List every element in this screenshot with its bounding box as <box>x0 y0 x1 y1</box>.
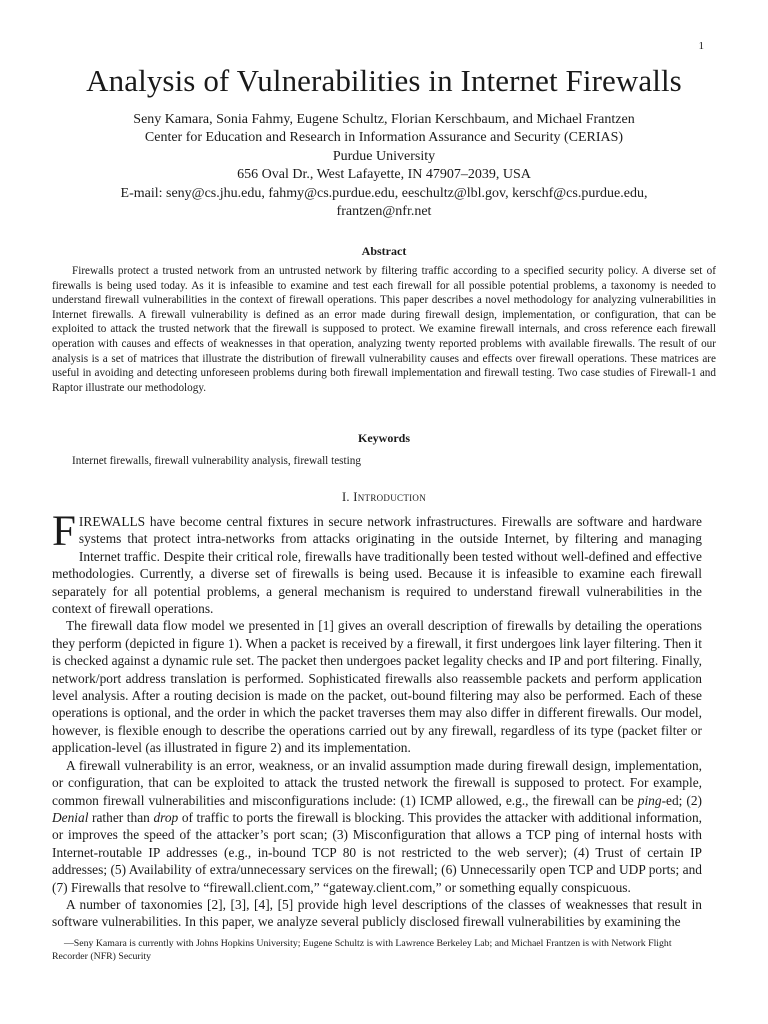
author-names: Seny Kamara, Sonia Fahmy, Eugene Schultz, Florian Kerschbaum, and Michael Frantzen <box>133 112 635 127</box>
paragraph-3-part-a: A firewall vulnerability is an error, weakness, or an invalid assumption made during firewall design, implementation, or configuration, that can be exploited to attack the trusted network the firewall is supposed to protect. For example, common firewall vulnerabilities and misconfigurations include: (1) ICMP allowed, e.g., the firewall can be <box>52 757 702 808</box>
keywords-heading: Keywords <box>358 431 410 445</box>
footnote <box>52 937 702 964</box>
paragraph-3 <box>52 757 702 896</box>
section-heading: I. Introduction <box>341 490 427 504</box>
drop-cap: F <box>52 508 76 555</box>
paragraph-4: A number of taxonomies [2], [3], [4], [5] provide high level descriptions of the classes of weaknesses that result in software vulnerabilities. In this paper, we analyze several publicly disclosed firewall vulnerabilities by examining the <box>52 896 702 930</box>
author-emails-line1: E-mail: seny@cs.jhu.edu, fahmy@cs.purdue.edu, eeschultz@lbl.gov, kerschf@cs.purdue.edu, <box>120 185 648 201</box>
author-address: 656 Oval Dr., West Lafayette, IN 47907–2039, USA <box>237 167 531 183</box>
abstract-body <box>52 264 716 395</box>
author-affiliation: Center for Education and Research in Information Assurance and Security (CERIAS) <box>144 130 624 146</box>
paper-title: Analysis of Vulnerabilities in Internet Firewalls <box>86 63 682 98</box>
author-university: Purdue University <box>332 148 436 164</box>
paragraph-3-emphasis-drop: drop <box>153 809 179 825</box>
keywords-text: Internet firewalls, firewall vulnerability analysis, firewall testing <box>72 455 361 467</box>
paragraph-1-caps: IREWALLS <box>78 514 146 529</box>
paragraph-1 <box>52 508 702 617</box>
introduction-body <box>52 508 703 931</box>
footnote-text: —Seny Kamara is currently with Johns Hopkins University; Eugene Schultz is with Lawrence Berkeley Lab; and Michael Frantzen is with Network Flight Recorder (NFR) Security <box>52 938 672 963</box>
page-number: 1 <box>698 40 704 52</box>
paragraph-1-text: have become central fixtures in secure network infrastructures. Firewalls are software and hardware systems that protect intra-networks from attacks originating in the outside Internet, by filtering and managing Internet traffic. Despite their critical role, firewalls have traditionally been tested without well-defined and effective methodologies. Currently, a diverse set of firewalls is being used. Because it is infeasible to examine each firewall separately for all potential problems, a general mechanism is required to understand firewall vulnerabilities in the context of firewall operations. <box>52 514 702 617</box>
paragraph-3-part-c: rather than <box>88 809 154 825</box>
paragraph-3-emphasis-ping: ping <box>637 792 662 808</box>
paragraph-3-part-b: -ed; (2) <box>661 792 702 808</box>
abstract-heading: Abstract <box>361 244 407 258</box>
abstract-text: Firewalls protect a trusted network from an untrusted network by filtering traffic according to a specified security policy. A diverse set of firewalls is being used today. As it is infeasible to examine and test each firewall for all possible potential problems, a taxonomy is needed to understand firewall vulnerabilities in the context of firewall operations. This paper describes a novel methodology for analyzing vulnerabilities in Internet firewalls. A firewall vulnerability is defined as an error made during firewall design, implementation, or configuration, that can be exploited to attack the trusted network that the firewall is supposed to protect. We examine firewall internals, and cross reference each firewall operation with causes and effects of weaknesses in that operation, analyzing twenty reported problems with available firewalls. The result of our analysis is a set of matrices that illustrate the distribution of firewall vulnerability causes and effects over firewall operations. These matrices are useful in avoiding and detecting unforeseen problems during both firewall implementation and firewall testing. Two case studies of Firewall-1 and Raptor illustrate our methodology. <box>52 265 716 394</box>
paragraph-2: The firewall data flow model we presented in [1] gives an overall description of firewalls by detailing the operations they perform (depicted in figure 1). When a packet is received by a firewall, it first undergoes link layer filtering. Then it is checked against a dynamic rule set. The packet then undergoes packet legality checks and IP and port filtering. Finally, network/port address translation is performed. Sophisticated firewalls also reassemble packets and perform application level analysis. After a routing decision is made on the packet, out-bound filtering may also be performed. Each of these operations is optional, and the order in which the packet traverses them may also differ in different firewalls. Our model, however, is flexible enough to describe the operations carried out by any firewall, regardless of its type (packet filter or application-level (as illustrated in figure 2) and its implementation. <box>52 618 702 756</box>
paragraph-3-part-d: of traffic to ports the firewall is blocking. This provides the attacker with additional information, or improves the speed of the attacker’s port scan; (3) Misconfiguration that allows a TCP ping of internal hosts with Internet-routable IP addresses (e.g., in-bound TCP 80 is not restricted to the web server); (4) Trust of certain IP addresses; (5) Availability of extra/unnecessary services on the firewall; (6) Unnecessarily open TCP and UDP ports; and (7) Firewalls that resolve to “firewall.client.com,” “gateway.client.com,” or something equally conspicuous. <box>52 809 703 895</box>
author-block <box>40 111 728 221</box>
author-emails-line2: frantzen@nfr.net <box>336 204 432 220</box>
paragraph-3-emphasis-denial: Denial <box>52 809 89 825</box>
